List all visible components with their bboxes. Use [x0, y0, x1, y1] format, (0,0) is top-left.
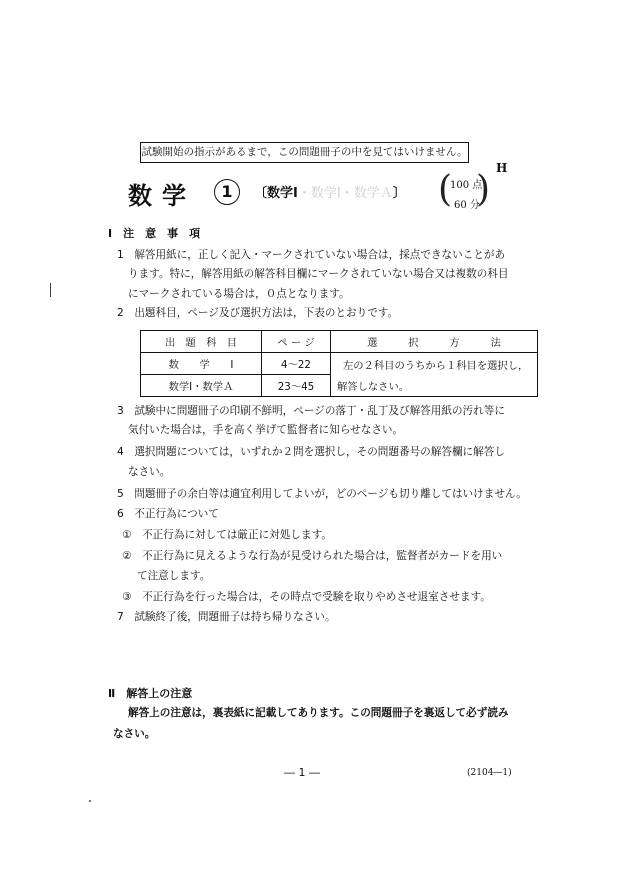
sub-item-3: ③ 不正行為を行った場合は，その時点で受験を取りやめさせ退室させます。 — [122, 591, 491, 603]
subject-bracket — [254, 182, 406, 201]
document-code: (2104―1) — [467, 768, 512, 778]
table-header-cell: ペ ー ジ — [262, 331, 331, 353]
sub-item-2: ② 不正行為に見えるような行為が見受けられた場合は，監督者がカードを用い — [122, 550, 503, 562]
page-title: 数学 — [128, 182, 196, 210]
table-cell-pages: 4～22 — [262, 353, 331, 375]
table-cell-pages: 23～45 — [262, 375, 331, 397]
sub-item-2-line: て注意します。 — [137, 570, 211, 582]
sub-item-1: ① 不正行為に対しては厳正に対処します。 — [122, 529, 332, 541]
margin-mark — [50, 283, 51, 297]
bracket-faded-text: ・数学Ⅰ・数学Ａ — [297, 186, 393, 201]
table-cell-method: 左の２科目のうちから１科目を選択し， 解答しなさい。 — [331, 353, 538, 397]
section-heading-answer: Ⅱ 解答上の注意 — [108, 687, 193, 700]
table-header-cell: 選 択 方 法 — [331, 331, 538, 353]
answer-note-line: なさい。 — [113, 728, 156, 740]
score-time-box: ( 100 点 60 分 ) — [438, 169, 490, 211]
table-cell-subject: 数 学 Ⅰ — [141, 353, 262, 375]
bracket-label: 数学Ⅰ — [267, 186, 298, 201]
answer-note-line: 解答上の注意は，裏表紙に記載してあります。この問題冊子を裏返して必ず読み — [128, 707, 509, 719]
item-1-line: にマークされている場合は，０点となります。 — [128, 288, 350, 300]
item-1-line: ります。特に，解答用紙の解答科目欄にマークされていない場合又は複数の科目 — [128, 268, 509, 280]
time-value: 60 分 — [454, 200, 480, 211]
form-letter: H — [496, 161, 508, 175]
table-cell-subject: 数学Ⅰ・数学Ａ — [141, 375, 262, 397]
exam-notice-text: 試験開始の指示があるまで，この問題冊子の中を見てはいけません。 — [141, 146, 468, 158]
section-heading-notes: Ⅰ 注 意 事 項 — [108, 227, 201, 240]
table-row — [141, 353, 538, 375]
bracket-close: 〕 — [392, 186, 406, 201]
item-3: 3 試験中に問題冊子の印刷不鮮明，ページの落丁・乱丁及び解答用紙の汚れ等に — [117, 405, 505, 417]
item-4-line: なさい。 — [128, 466, 171, 478]
scan-speck — [89, 800, 91, 802]
item-3-line: 気付いた場合は，手を高く挙げて監督者に知らせなさい。 — [128, 424, 404, 436]
subject-number-circle: 1 — [214, 179, 240, 205]
table-header-cell: 出 題 科 目 — [141, 331, 262, 353]
exam-notice-box — [140, 142, 469, 163]
item-4: 4 選択問題については，いずれか２問を選択し，その問題番号の解答欄に解答し — [117, 446, 505, 458]
item-7: 7 試験終了後，問題冊子は持ち帰りなさい。 — [117, 611, 336, 623]
item-6: 6 不正行為について — [117, 508, 219, 520]
points-value: 100 点 — [450, 180, 483, 191]
table-header-row — [141, 331, 538, 353]
page-number: ― 1 ― — [284, 766, 320, 779]
bracket-open: 〔 — [254, 186, 268, 201]
item-2: 2 出題科目，ページ及び選択方法は，下表のとおりです。 — [117, 307, 399, 319]
item-5: 5 問題冊子の余白等は適宜利用してよいが，どのページも切り離してはいけません。 — [117, 488, 527, 500]
item-1: 1 解答用紙に，正しく記入・マークされていない場合は，採点できないことがあ — [117, 249, 506, 261]
subject-table — [140, 330, 538, 397]
